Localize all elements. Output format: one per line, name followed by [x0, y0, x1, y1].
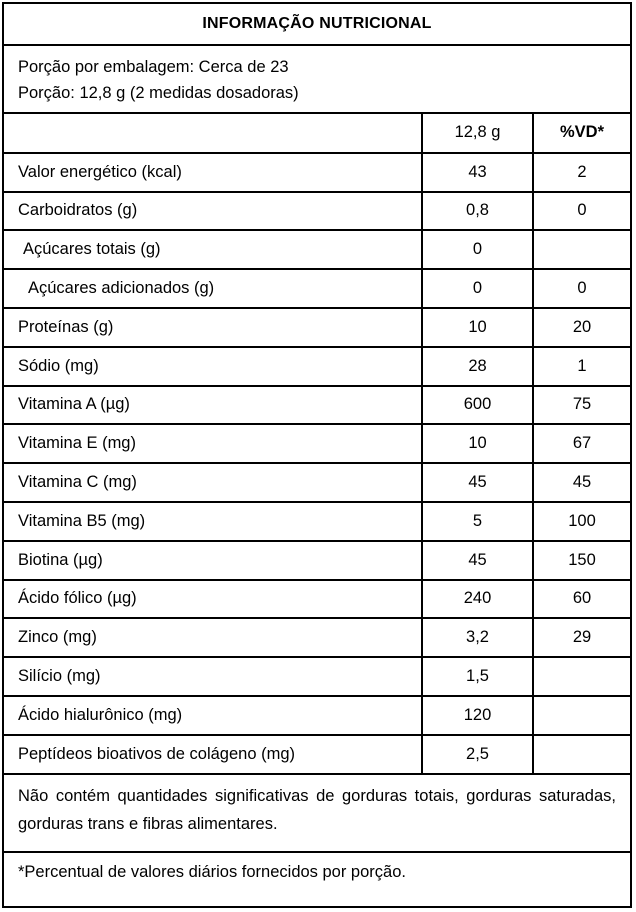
nutrient-daily-value: 100 [533, 502, 630, 541]
nutrient-quantity: 5 [422, 502, 533, 541]
nutrient-daily-value: 67 [533, 424, 630, 463]
table-row [4, 153, 630, 192]
nutrient-daily-value: 1 [533, 347, 630, 386]
header-daily-value-cell: %VD* [533, 114, 630, 153]
nutrient-name: Carboidratos (g) [4, 192, 422, 231]
nutrient-quantity: 43 [422, 153, 533, 192]
nutrient-quantity: 1,5 [422, 657, 533, 696]
nutrient-quantity: 3,2 [422, 618, 533, 657]
table-row [4, 192, 630, 231]
nutrient-name: Açúcares totais (g) [4, 230, 422, 269]
nutrient-quantity: 28 [422, 347, 533, 386]
serving-size: Porção: 12,8 g (2 medidas dosadoras) [18, 84, 299, 102]
nutrient-daily-value: 45 [533, 463, 630, 502]
table-row [4, 618, 630, 657]
nutrient-quantity: 10 [422, 424, 533, 463]
nutrient-daily-value: 29 [533, 618, 630, 657]
nutrient-quantity: 45 [422, 541, 533, 580]
portions-per-package: Porção por embalagem: Cerca de 23 [18, 58, 289, 76]
nutrient-name: Ácido fólico (µg) [4, 580, 422, 619]
label-title: INFORMAÇÃO NUTRICIONAL [4, 4, 630, 46]
nutrient-daily-value: 20 [533, 308, 630, 347]
nutrient-quantity: 10 [422, 308, 533, 347]
nutrient-name: Ácido hialurônico (mg) [4, 696, 422, 735]
nutrient-name: Proteínas (g) [4, 308, 422, 347]
table-row [4, 347, 630, 386]
table-header-row [4, 114, 630, 153]
nutrient-name: Peptídeos bioativos de colágeno (mg) [4, 735, 422, 774]
disclaimer-note: Não contém quantidades significativas de gorduras totais, gorduras saturadas, gorduras trans e fibras alimentares. [4, 775, 630, 853]
nutrient-quantity: 45 [422, 463, 533, 502]
nutrient-daily-value: 150 [533, 541, 630, 580]
table-row [4, 230, 630, 269]
daily-value-footnote: *Percentual de valores diários fornecidos por porção. [18, 862, 406, 881]
nutrient-quantity: 0 [422, 230, 533, 269]
table-row [4, 657, 630, 696]
nutrient-quantity: 240 [422, 580, 533, 619]
nutrient-daily-value [533, 696, 630, 735]
nutrient-name: Zinco (mg) [4, 618, 422, 657]
nutrient-daily-value [533, 735, 630, 774]
nutrient-daily-value [533, 230, 630, 269]
nutrient-name: Valor energético (kcal) [4, 153, 422, 192]
header-quantity-cell: 12,8 g [422, 114, 533, 153]
table-row [4, 580, 630, 619]
table-row [4, 502, 630, 541]
table-row [4, 696, 630, 735]
nutrient-daily-value: 2 [533, 153, 630, 192]
portion-info [4, 46, 630, 114]
nutrient-daily-value: 75 [533, 386, 630, 425]
nutrient-name: Vitamina B5 (mg) [4, 502, 422, 541]
nutrient-quantity: 600 [422, 386, 533, 425]
nutrient-quantity: 120 [422, 696, 533, 735]
nutrient-name: Vitamina A (µg) [4, 386, 422, 425]
table-row [4, 541, 630, 580]
nutrient-quantity: 0 [422, 269, 533, 308]
nutrient-name: Vitamina E (mg) [4, 424, 422, 463]
nutrient-daily-value: 0 [533, 192, 630, 231]
nutrient-name: Sódio (mg) [4, 347, 422, 386]
nutrient-daily-value: 0 [533, 269, 630, 308]
nutrient-quantity: 0,8 [422, 192, 533, 231]
nutrient-daily-value [533, 657, 630, 696]
table-row [4, 735, 630, 774]
nutrient-name: Biotina (µg) [4, 541, 422, 580]
table-row [4, 308, 630, 347]
table-row [4, 463, 630, 502]
nutrient-quantity: 2,5 [422, 735, 533, 774]
nutrient-daily-value: 60 [533, 580, 630, 619]
table-row [4, 269, 630, 308]
table-row [4, 386, 630, 425]
nutrient-name: Vitamina C (mg) [4, 463, 422, 502]
nutrient-table [4, 114, 630, 775]
table-row [4, 424, 630, 463]
header-name-cell [4, 114, 422, 153]
nutrition-facts-label [2, 2, 632, 908]
nutrient-name: Silício (mg) [4, 657, 422, 696]
nutrient-name: Açúcares adicionados (g) [4, 269, 422, 308]
